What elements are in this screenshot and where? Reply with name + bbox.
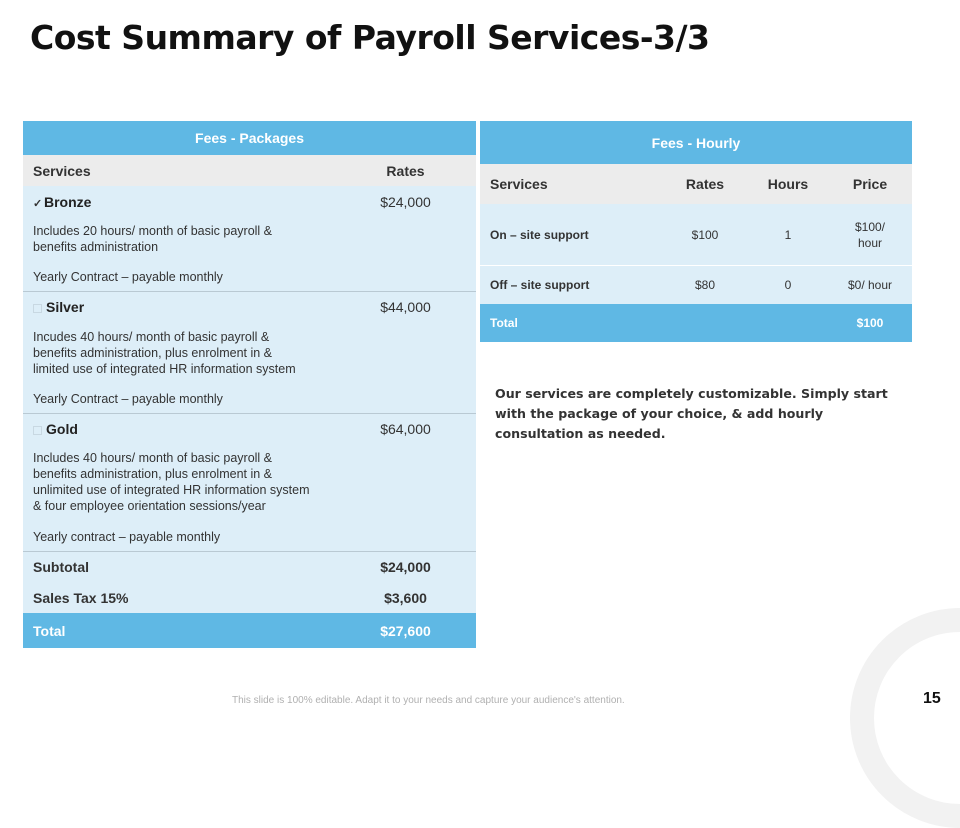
package-silver-name: Silver: [33, 299, 84, 315]
col-price: Price: [852, 176, 888, 192]
col-services: Services: [490, 176, 548, 192]
packages-total-label: Total: [33, 623, 66, 639]
col-hours: Hours: [767, 176, 809, 192]
hourly-header: Fees - Hourly: [480, 121, 912, 164]
package-silver-contract: Yearly Contract – payable monthly: [33, 392, 223, 406]
package-gold-name: Gold: [33, 421, 78, 437]
row-rate: $100: [691, 227, 719, 242]
tax-label: Sales Tax 15%: [33, 590, 129, 606]
packages-total-row: [23, 613, 476, 648]
package-bronze-rate: $24,000: [380, 194, 431, 210]
col-rates: Rates: [685, 176, 725, 192]
row-price: $0/ hour: [847, 278, 893, 292]
package-silver-description: Incudes 40 hours/ month of basic payroll & benefits administration, plus enrolment in & limited use of integrated HR information system: [33, 330, 296, 376]
checkbox-empty-icon: [33, 304, 42, 313]
row-price: $100/ hour: [854, 219, 886, 250]
row-hours: 0: [784, 278, 792, 292]
package-gold-rate: $64,000: [380, 421, 431, 437]
subtotal-value: $24,000: [380, 559, 431, 575]
hourly-total-label: Total: [490, 316, 518, 330]
table-row: [480, 266, 912, 304]
package-gold-description: Includes 40 hours/ month of basic payroll & benefits administration, plus enrolment in & unlimited use of integrated HR information system & four employee orientation sessions/year: [33, 451, 310, 513]
page-number: 15: [923, 690, 941, 707]
checkbox-empty-icon: [33, 426, 42, 435]
divider: [23, 413, 476, 414]
hourly-column-header: [480, 164, 912, 204]
package-gold-contract: Yearly contract – payable monthly: [33, 530, 221, 544]
row-service: On – site support: [490, 227, 589, 242]
subtotal-label: Subtotal: [33, 559, 89, 575]
package-bronze-name: ✓ Bronze: [33, 194, 92, 210]
hourly-total-row: [480, 304, 912, 342]
package-bronze-contract: Yearly Contract – payable monthly: [33, 270, 223, 284]
divider: [23, 291, 476, 292]
table-row: [480, 204, 912, 265]
row-hours: 1: [784, 227, 792, 242]
divider: [23, 551, 476, 552]
hourly-table: [480, 121, 912, 342]
hourly-total-value: $100: [856, 316, 884, 330]
decorative-ring: [850, 608, 960, 828]
packages-column-header: [23, 155, 476, 186]
customization-note: Our services are completely customizable. Simply start with the package of your choice, & add hourly consultation as needed.: [495, 386, 888, 441]
col-services: Services: [33, 163, 91, 179]
footer-text: This slide is 100% editable. Adapt it to your needs and capture your audience's attention.: [232, 695, 625, 706]
packages-body: [23, 186, 476, 613]
check-icon: ✓: [33, 198, 43, 210]
row-rate: $80: [694, 278, 716, 292]
packages-total-value: $27,600: [380, 623, 431, 639]
package-silver-rate: $44,000: [380, 299, 431, 315]
package-bronze-description: Includes 20 hours/ month of basic payroll & benefits administration: [33, 224, 273, 254]
tax-value: $3,600: [384, 590, 427, 606]
packages-header: Fees - Packages: [23, 121, 476, 155]
packages-table: [23, 121, 476, 648]
page-title: Cost Summary of Payroll Services-3/3: [30, 18, 710, 57]
row-service: Off – site support: [490, 278, 590, 292]
col-rates: Rates: [386, 163, 425, 179]
